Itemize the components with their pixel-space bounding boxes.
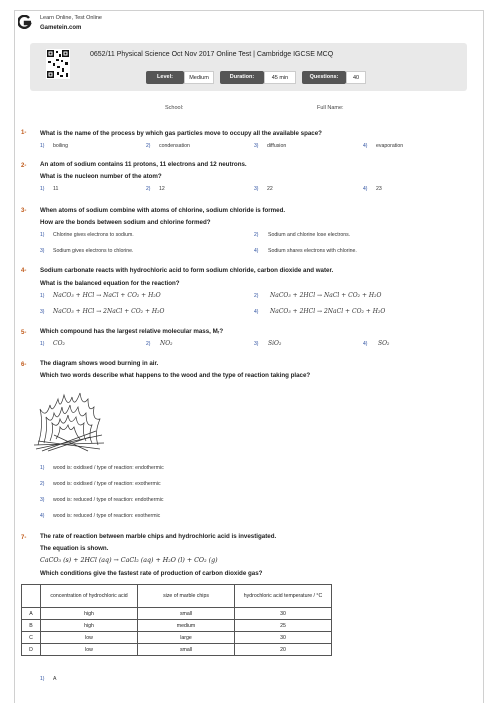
question-number: 1- bbox=[21, 130, 27, 136]
brand-tagline: Learn Online, Test Online bbox=[40, 15, 102, 21]
table-cell: small bbox=[138, 644, 235, 656]
option-text[interactable]: Chlorine gives electrons to sodium. bbox=[53, 232, 134, 238]
question-number: 6- bbox=[21, 362, 27, 368]
option-number[interactable]: 2) bbox=[254, 232, 259, 238]
option-number[interactable]: 1) bbox=[40, 143, 45, 149]
table-cell: 25 bbox=[235, 620, 332, 632]
table-cell: 30 bbox=[235, 608, 332, 620]
option-number[interactable]: 4) bbox=[363, 186, 368, 192]
row-label: B bbox=[22, 620, 41, 632]
question-subtext: Which conditions give the fastest rate of production of carbon dioxide gas? bbox=[40, 570, 263, 577]
option-text[interactable]: Sodium and chlorine lose electrons. bbox=[268, 232, 351, 238]
option-formula[interactable]: SiO₂ bbox=[268, 340, 282, 347]
question-text: When atoms of sodium combine with atoms of chlorine, sodium chloride is formed. bbox=[40, 207, 286, 214]
question-subtext: What is the nucleon number of the atom? bbox=[40, 173, 162, 180]
table-cell: 20 bbox=[235, 644, 332, 656]
option-text[interactable]: Sodium gives electrons to chlorine. bbox=[53, 248, 134, 254]
conditions-table bbox=[21, 584, 332, 656]
option-number[interactable]: 1) bbox=[40, 293, 45, 299]
table-header: concentration of hydrochloric acid bbox=[41, 585, 138, 608]
question-number: 4- bbox=[21, 268, 27, 274]
table-row bbox=[22, 644, 332, 656]
option-text[interactable]: wood is: oxidised / type of reaction: exothermic bbox=[53, 481, 161, 487]
option-number[interactable]: 4) bbox=[40, 513, 45, 519]
option-number[interactable]: 2) bbox=[254, 293, 259, 299]
option-equation[interactable]: NaCO₃ + 2HCl → 2NaCl + CO₂ + H₂O bbox=[270, 308, 386, 315]
option-equation[interactable]: NaCO₃ + HCl → NaCl + CO₂ + H₂O bbox=[53, 292, 161, 299]
option-text[interactable]: Sodium shares electrons with chlorine. bbox=[268, 248, 357, 254]
option-text[interactable]: 11 bbox=[53, 186, 59, 192]
test-title: 0652/11 Physical Science Oct Nov 2017 Online Test | Cambridge IGCSE MCQ bbox=[90, 51, 334, 58]
row-label: A bbox=[22, 608, 41, 620]
option-text[interactable]: boiling bbox=[53, 143, 68, 149]
option-number[interactable]: 2) bbox=[146, 341, 151, 347]
option-text[interactable]: A bbox=[53, 676, 57, 682]
option-text[interactable]: condensation bbox=[159, 143, 190, 149]
table-cell: low bbox=[41, 644, 138, 656]
option-text[interactable]: 22 bbox=[267, 186, 273, 192]
level-label: Level: bbox=[146, 71, 184, 84]
option-formula[interactable]: NO₂ bbox=[160, 340, 173, 347]
question-text: The diagram shows wood burning in air. bbox=[40, 360, 159, 367]
table-cell: large bbox=[138, 632, 235, 644]
question-text: Which compound has the largest relative molecular mass, Mᵣ? bbox=[40, 328, 224, 335]
table-header-row bbox=[22, 585, 332, 608]
full-name-field[interactable]: Full Name: bbox=[317, 105, 344, 111]
option-equation[interactable]: NaCO₃ + 2HCl → NaCl + CO₂ + H₂O bbox=[270, 292, 382, 299]
question-subtext: What is the balanced equation for the reaction? bbox=[40, 280, 180, 287]
option-number[interactable]: 2) bbox=[40, 481, 45, 487]
level-value: Medium bbox=[184, 71, 214, 84]
burning-wood-illustration bbox=[30, 385, 108, 453]
table-cell: 30 bbox=[235, 632, 332, 644]
table-row bbox=[22, 632, 332, 644]
table-header: size of marble chips bbox=[138, 585, 235, 608]
option-text[interactable]: 23 bbox=[376, 186, 382, 192]
question-number: 7- bbox=[21, 535, 27, 541]
option-number[interactable]: 4) bbox=[254, 309, 259, 315]
duration-label: Duration: bbox=[220, 71, 264, 84]
option-text[interactable]: 12 bbox=[159, 186, 165, 192]
option-formula[interactable]: SO₂ bbox=[378, 340, 390, 347]
question-subtext: Which two words describe what happens to the wood and the type of reaction taking place? bbox=[40, 372, 311, 379]
table-row bbox=[22, 620, 332, 632]
option-number[interactable]: 4) bbox=[254, 248, 259, 254]
question-subtext: How are the bonds between sodium and chlorine formed? bbox=[40, 219, 211, 226]
option-text[interactable]: wood is: oxidised / type of reaction: endothermic bbox=[53, 465, 164, 471]
table-cell: small bbox=[138, 608, 235, 620]
option-text[interactable]: wood is: reduced / type of reaction: exothermic bbox=[53, 513, 161, 519]
option-number[interactable]: 1) bbox=[40, 341, 45, 347]
table-header: hydrochloric acid temperature / °C bbox=[235, 585, 332, 608]
question-number: 2- bbox=[21, 163, 27, 169]
row-label: C bbox=[22, 632, 41, 644]
option-number[interactable]: 1) bbox=[40, 232, 45, 238]
option-number[interactable]: 3) bbox=[254, 186, 259, 192]
option-number[interactable]: 3) bbox=[40, 248, 45, 254]
question-text: The rate of reaction between marble chips and hydrochloric acid is investigated. bbox=[40, 533, 277, 540]
option-number[interactable]: 3) bbox=[40, 309, 45, 315]
question-number: 5- bbox=[21, 330, 27, 336]
option-number[interactable]: 2) bbox=[146, 186, 151, 192]
option-text[interactable]: wood is: reduced / type of reaction: endothermic bbox=[53, 497, 164, 503]
option-number[interactable]: 3) bbox=[254, 341, 259, 347]
table-cell: low bbox=[41, 632, 138, 644]
option-number[interactable]: 2) bbox=[146, 143, 151, 149]
option-equation[interactable]: NaCO₃ + HCl → 2NaCl + CO₂ + H₂O bbox=[53, 308, 165, 315]
option-text[interactable]: evaporation bbox=[376, 143, 404, 149]
question-text: What is the name of the process by which gas particles move to occupy all the available space? bbox=[40, 130, 322, 137]
option-number[interactable]: 1) bbox=[40, 186, 45, 192]
question-number: 3- bbox=[21, 208, 27, 214]
table-cell: high bbox=[41, 620, 138, 632]
option-number[interactable]: 4) bbox=[363, 143, 368, 149]
questions-label: Questions: bbox=[302, 71, 346, 84]
option-formula[interactable]: CO₂ bbox=[53, 340, 65, 347]
option-number[interactable]: 1) bbox=[40, 465, 45, 471]
table-cell: medium bbox=[138, 620, 235, 632]
table-header bbox=[22, 585, 41, 608]
question-text: An atom of sodium contains 11 protons, 11 electrons and 12 neutrons. bbox=[40, 161, 247, 168]
row-label: D bbox=[22, 644, 41, 656]
reaction-equation: CaCO₃ (s) + 2HCl (aq) → CaCl₂ (aq) + H₂O (l) + CO₂ (g) bbox=[40, 557, 218, 564]
option-text[interactable]: diffusion bbox=[267, 143, 287, 149]
table-cell: high bbox=[41, 608, 138, 620]
option-number[interactable]: 4) bbox=[363, 341, 368, 347]
qr-code-icon bbox=[46, 49, 70, 79]
option-number[interactable]: 1) bbox=[40, 676, 45, 682]
option-number[interactable]: 3) bbox=[254, 143, 259, 149]
duration-value: 45 min bbox=[264, 71, 296, 84]
question-subtext: The equation is shown. bbox=[40, 545, 109, 552]
questions-value: 40 bbox=[346, 71, 366, 84]
question-text: Sodium carbonate reacts with hydrochloric acid to form sodium chloride, carbon dioxide and water. bbox=[40, 267, 334, 274]
table-row bbox=[22, 608, 332, 620]
brand-site: Gametein.com bbox=[40, 25, 82, 31]
school-field[interactable]: School: bbox=[165, 105, 184, 111]
gametein-logo-icon bbox=[18, 15, 32, 29]
option-number[interactable]: 3) bbox=[40, 497, 45, 503]
